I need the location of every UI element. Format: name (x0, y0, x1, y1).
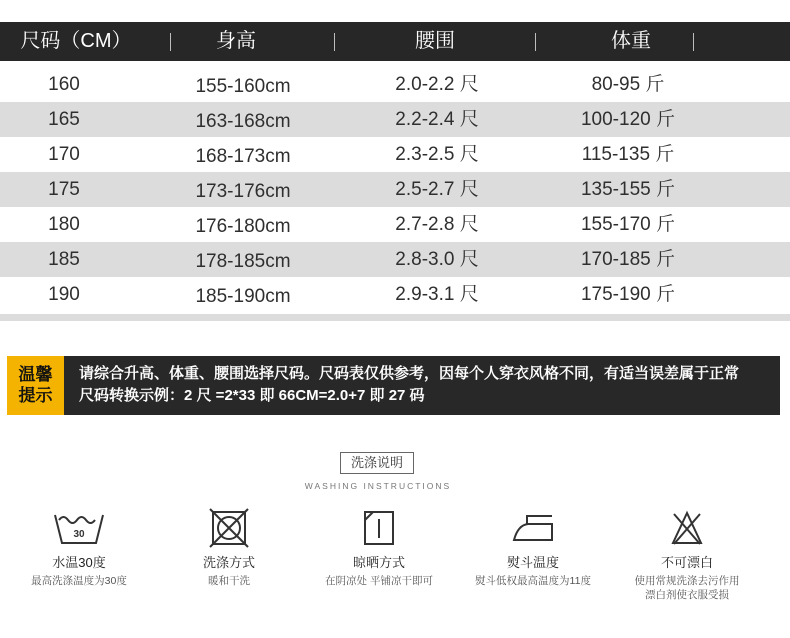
cell-weight: 135-155 斤 (580, 179, 675, 200)
no-tumble-dry-icon (209, 508, 249, 548)
header-waist: 腰围 (415, 30, 455, 52)
wash-icon-box (458, 505, 608, 551)
cell-size: 180 (48, 214, 80, 235)
wash-desc-line: 在阴凉处 平铺凉干即可 (325, 575, 433, 587)
cell-weight: 170-185 斤 (580, 249, 675, 270)
table-row (0, 137, 790, 172)
table-row (0, 207, 790, 242)
wash-desc-line: 熨斗低权最高温度为11度 (475, 575, 591, 587)
shade-corner-line (365, 512, 373, 520)
washing-title: 洗涤说明 (340, 452, 414, 474)
cell-waist: 2.5-2.7 尺 (395, 179, 479, 200)
wash-item-drying (304, 505, 454, 605)
wash-item-bleach (612, 505, 762, 605)
no-bleach-icon (670, 510, 704, 546)
header-separator (170, 33, 171, 51)
cell-height: 176-180cm (195, 216, 291, 237)
cell-waist: 2.2-2.4 尺 (395, 109, 479, 130)
cell-weight: 80-95 斤 (591, 74, 665, 95)
cell-size: 175 (48, 179, 80, 200)
wash-desc (304, 574, 454, 588)
table-row (0, 277, 790, 312)
wash-label: 水温30度 (52, 555, 106, 570)
notice-banner (7, 356, 780, 415)
notice-text (79, 363, 779, 407)
table-row (0, 102, 790, 137)
wash-desc (612, 574, 762, 602)
cell-size: 170 (48, 144, 80, 165)
cell-weight: 115-135 斤 (581, 144, 675, 165)
cell-waist: 2.9-3.1 尺 (395, 284, 479, 305)
cell-height: 155-160cm (195, 76, 291, 97)
cell-size: 160 (48, 74, 80, 95)
dry-flat-shade-icon (363, 510, 395, 546)
cell-weight: 175-190 斤 (580, 284, 675, 305)
header-weight: 体重 (611, 30, 651, 52)
tub-wave (59, 517, 95, 523)
wash-label: 熨斗温度 (506, 555, 559, 570)
cell-waist: 2.8-3.0 尺 (395, 249, 479, 270)
tub-temperature-text: 30 (73, 529, 85, 540)
wash-desc (154, 574, 304, 588)
cell-waist: 2.0-2.2 尺 (395, 74, 479, 95)
cell-size: 185 (48, 249, 80, 270)
wash-desc-line: 暖和干洗 (208, 575, 250, 587)
cell-height: 173-176cm (195, 181, 291, 202)
wash-desc (458, 574, 608, 588)
wash-desc (4, 574, 154, 588)
notice-line: 尺码转换示例：2 尺 =2*33 即 66CM=2.0+7 即 27 码 (79, 387, 425, 404)
notice-badge-line: 温馨 (18, 365, 53, 384)
cell-height: 168-173cm (195, 146, 291, 167)
wash-item-wash-method (154, 505, 304, 605)
wash-icon-box (304, 505, 454, 551)
cell-weight: 155-170 斤 (580, 214, 675, 235)
table-header (0, 22, 790, 61)
iron-body (514, 524, 552, 540)
notice-badge (7, 356, 64, 415)
header-separator (334, 33, 335, 51)
notice-badge-line: 提示 (18, 386, 53, 405)
table-bottom-divider (0, 314, 790, 321)
wash-icon-box (612, 505, 762, 551)
cell-waist: 2.3-2.5 尺 (395, 144, 479, 165)
cell-height: 185-190cm (195, 286, 291, 307)
wash-label: 晾晒方式 (352, 555, 405, 570)
header-separator (535, 33, 536, 51)
wash-label: 不可漂白 (660, 555, 713, 570)
wash-desc-line: 使用常规洗涤去污作用 (634, 575, 740, 587)
table-row (0, 67, 790, 102)
wash-tub-30-icon (53, 510, 105, 546)
washing-subtitle: WASHING INSTRUCTIONS (304, 481, 452, 491)
cell-height: 163-168cm (195, 111, 291, 132)
cell-weight: 100-120 斤 (580, 109, 675, 130)
wash-icon-box (154, 505, 304, 551)
wash-desc-line: 漂白剂使衣服受损 (645, 589, 729, 601)
cell-size: 190 (48, 284, 80, 305)
header-size: 尺码（CM） (20, 30, 132, 52)
header-height: 身高 (216, 30, 256, 52)
wash-item-water-temp (4, 505, 154, 605)
header-separator (693, 33, 694, 51)
cell-size: 165 (48, 109, 80, 130)
wash-item-ironing (458, 505, 608, 605)
wash-label: 洗涤方式 (202, 555, 255, 570)
table-row (0, 242, 790, 277)
notice-line: 请综合升高、体重、腰围选择尺码。尺码表仅供参考，因每个人穿衣风格不同，有适当误差属于正常 (79, 365, 740, 382)
iron-handle (527, 516, 552, 524)
wash-icon-box (4, 505, 154, 551)
wash-desc-line: 最高洗涤温度为30度 (31, 575, 127, 587)
table-row (0, 172, 790, 207)
cell-height: 178-185cm (195, 251, 291, 272)
cell-waist: 2.7-2.8 尺 (395, 214, 479, 235)
iron-icon (511, 512, 555, 544)
